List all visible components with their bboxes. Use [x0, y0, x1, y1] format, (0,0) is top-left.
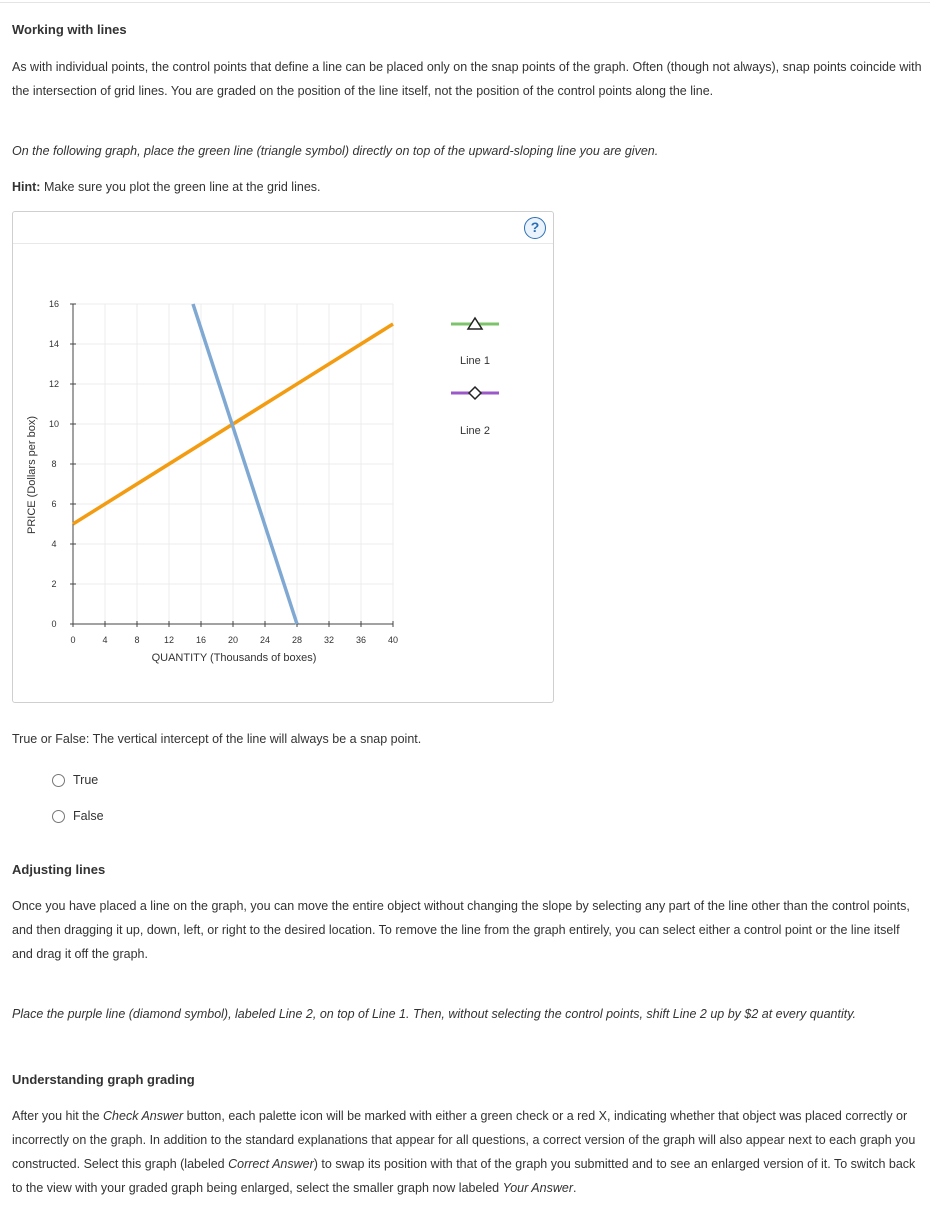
option-false-label: False — [73, 809, 104, 823]
x-tick-label: 28 — [291, 635, 303, 645]
x-tick-label: 36 — [355, 635, 367, 645]
section-body-adjusting-lines: Once you have placed a line on the graph, you can move the entire object without changing the slope by selecting any part of the line other than the control points, and then dragging it up, down, left, or right to the desired location. To remove the line from the graph entirely, you can select either a control point or the line itself and drag it off the graph. — [12, 899, 910, 961]
y-tick-label: 10 — [48, 419, 60, 429]
diamond-icon — [469, 387, 481, 399]
x-tick-label: 32 — [323, 635, 335, 645]
section-title-graph-grading: Understanding graph grading — [12, 1072, 195, 1087]
y-tick-label: 4 — [51, 539, 57, 549]
graph-tool[interactable] — [12, 211, 554, 703]
palette-line-2[interactable] — [451, 387, 499, 437]
hint-body: Make sure you plot the green line at the grid lines. — [40, 180, 321, 194]
x-axis-label: QUANTITY (Thousands of boxes) — [151, 652, 317, 664]
instruction-green-line: On the following graph, place the green line (triangle symbol) directly on top of the upward-sloping line you are given. — [12, 144, 659, 158]
y-tick-label: 8 — [51, 459, 57, 469]
correct-answer-term: Correct Answer — [228, 1157, 314, 1171]
check-answer-term: Check Answer — [103, 1109, 184, 1123]
axes — [49, 299, 398, 645]
x-tick-label: 24 — [259, 635, 271, 645]
radio-false[interactable] — [52, 810, 65, 823]
y-tick-label: 2 — [51, 579, 57, 589]
x-tick-label: 12 — [163, 635, 175, 645]
palette-line-2-label: Line 2 — [460, 425, 490, 437]
x-tick-label: 4 — [102, 635, 108, 645]
section-body-working-with-lines: As with individual points, the control points that define a line can be placed only on the snap points of the graph. Often (though not always), snap points coincide with the intersection of grid lines. You are graded on the position of the line itself, not the position of the control points along the line. — [12, 60, 922, 98]
palette-line-1[interactable] — [451, 318, 499, 367]
palette-line-1-label: Line 1 — [460, 355, 490, 367]
instruction-purple-line: Place the purple line (diamond symbol), labeled Line 2, on top of Line 1. Then, without selecting the control points, shift Line 2 up by $2 at every quantity. — [12, 1007, 857, 1021]
option-true[interactable] — [52, 768, 98, 792]
y-axis-label: PRICE (Dollars per box) — [26, 416, 38, 534]
y-tick-label: 16 — [48, 299, 60, 309]
y-tick-label: 14 — [48, 339, 60, 349]
hint-text — [12, 175, 922, 199]
radio-true[interactable] — [52, 774, 65, 787]
hint-label: Hint: — [12, 180, 41, 194]
top-divider — [0, 2, 930, 3]
option-false[interactable] — [52, 804, 104, 828]
option-true-label: True — [73, 773, 99, 787]
section-title-working-with-lines: Working with lines — [12, 22, 127, 37]
grading-text-1: After you hit the — [12, 1109, 104, 1123]
grading-text-3: ) to swap its position with that of the graph you submitted and to see an enlarged version of it. To switch back to the view with your graded graph being enlarged, select the smaller graph now labeled — [12, 1157, 916, 1195]
x-tick-label: 16 — [195, 635, 207, 645]
section-title-adjusting-lines: Adjusting lines — [12, 862, 106, 877]
y-tick-label: 12 — [48, 379, 60, 389]
help-icon[interactable]: ? — [524, 217, 546, 239]
your-answer-term: Your Answer — [502, 1181, 573, 1195]
section-body-graph-grading — [12, 1104, 922, 1200]
x-tick-label: 20 — [227, 635, 239, 645]
x-tick-label: 8 — [134, 635, 140, 645]
x-tick-label: 40 — [387, 635, 399, 645]
x-tick-label: 0 — [70, 635, 76, 645]
y-tick-label: 0 — [51, 619, 57, 629]
y-tick-label: 6 — [51, 499, 57, 509]
graph-area[interactable] — [13, 212, 553, 702]
grading-text-4: . — [572, 1181, 577, 1195]
grading-text-2: button, each palette icon will be marked with either a green check or a red X, indicating whether that object was placed correctly or incorrectly on the graph. In addition to the standard explanations that appear for all questions, a correct version of the graph will also appear next to each graph you constructed. Select this graph (labeled — [12, 1109, 916, 1171]
true-false-question: True or False: The vertical intercept of the line will always be a snap point. — [12, 732, 422, 746]
